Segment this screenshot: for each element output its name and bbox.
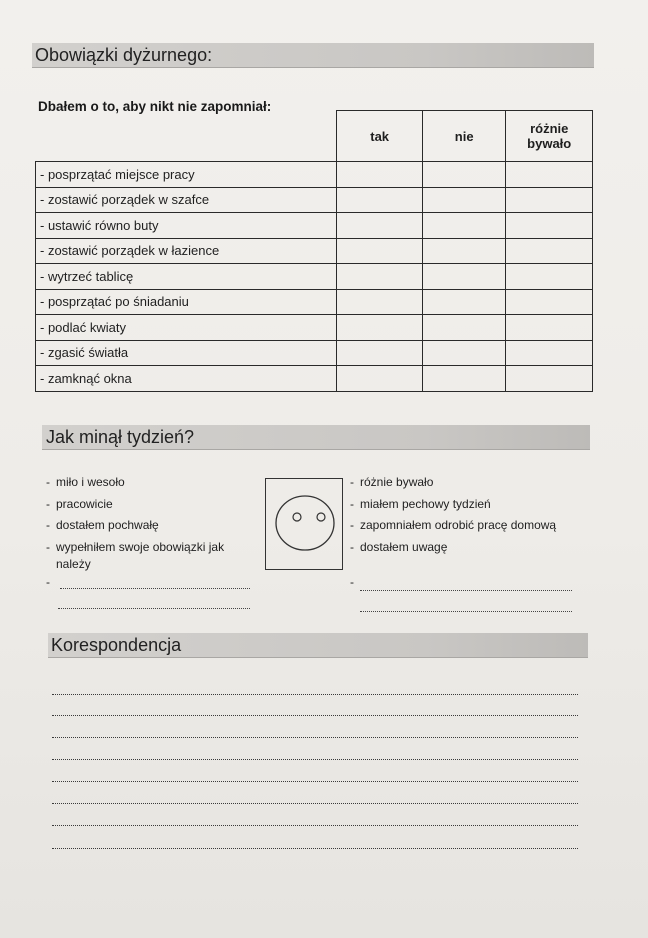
check-cell-tak[interactable]: [337, 187, 423, 213]
mood-option-left[interactable]: - miło i wesoło: [46, 475, 125, 489]
mood-label: miło i wesoło: [56, 475, 125, 489]
mood-option-left[interactable]: - dostałem pochwałę: [46, 518, 159, 532]
check-cell-tak[interactable]: [337, 289, 423, 315]
mood-label: wypełniłem swoje obowiązki jak: [56, 540, 225, 554]
check-cell-roznie[interactable]: [506, 162, 593, 188]
task-label: - posprzątać miejsce pracy: [36, 162, 337, 188]
check-cell-nie[interactable]: [422, 315, 506, 341]
check-cell-nie[interactable]: [422, 187, 506, 213]
duty-table: [35, 110, 593, 392]
check-cell-nie[interactable]: [422, 264, 506, 290]
check-cell-nie[interactable]: [422, 238, 506, 264]
face-drawing-box[interactable]: [265, 478, 343, 570]
task-row: [36, 315, 593, 341]
check-cell-roznie[interactable]: [506, 264, 593, 290]
task-row: [36, 187, 593, 213]
mood-option-right[interactable]: - dostałem uwagę: [350, 540, 448, 554]
correspondence-line[interactable]: [52, 759, 578, 760]
task-label: - zgasić światła: [36, 340, 337, 366]
mood-label: różnie bywało: [360, 475, 434, 489]
check-cell-nie[interactable]: [422, 162, 506, 188]
duty-subtitle: Dbałem o to, aby nikt nie zapomniał:: [38, 99, 272, 114]
check-cell-roznie[interactable]: [506, 340, 593, 366]
task-label: - zostawić porządek w szafce: [36, 187, 337, 213]
col-header-roznie-line2: bywało: [527, 136, 572, 151]
duty-section-title: Obowiązki dyżurnego:: [35, 45, 213, 65]
mood-option-right[interactable]: - miałem pechowy tydzień: [350, 497, 491, 511]
correspondence-line[interactable]: [52, 737, 578, 738]
mood-option-left-continued: [56, 557, 91, 572]
mood-option-left[interactable]: - wypełniłem swoje obowiązki jak: [46, 540, 225, 554]
correspondence-line[interactable]: [52, 694, 578, 695]
write-in-line-right-2[interactable]: [360, 611, 572, 612]
duty-table-corner: [36, 111, 337, 162]
task-row: [36, 340, 593, 366]
mood-label: należy: [56, 557, 91, 571]
write-in-line-right-1[interactable]: [360, 590, 572, 591]
check-cell-roznie[interactable]: [506, 238, 593, 264]
task-label: - wytrzeć tablicę: [36, 264, 337, 290]
check-cell-tak[interactable]: [337, 264, 423, 290]
check-cell-nie[interactable]: [422, 289, 506, 315]
mood-option-left[interactable]: - pracowicie: [46, 497, 113, 511]
task-row: [36, 213, 593, 239]
task-label: - zostawić porządek w łazience: [36, 238, 337, 264]
correspondence-line[interactable]: [52, 848, 578, 849]
check-cell-roznie[interactable]: [506, 213, 593, 239]
check-cell-roznie[interactable]: [506, 366, 593, 392]
mood-label: dostałem pochwałę: [56, 518, 159, 532]
write-in-line-left-1[interactable]: [60, 588, 250, 589]
check-cell-tak[interactable]: [337, 238, 423, 264]
check-cell-nie[interactable]: [422, 213, 506, 239]
task-row: [36, 366, 593, 392]
task-row: [36, 264, 593, 290]
task-row: [36, 238, 593, 264]
check-cell-roznie[interactable]: [506, 315, 593, 341]
check-cell-tak[interactable]: [337, 213, 423, 239]
check-cell-tak[interactable]: [337, 366, 423, 392]
task-row: [36, 289, 593, 315]
check-cell-roznie[interactable]: [506, 187, 593, 213]
correspondence-line[interactable]: [52, 715, 578, 716]
task-label: - posprzątać po śniadaniu: [36, 289, 337, 315]
dash-marker: -: [350, 575, 354, 589]
correspondence-line[interactable]: [52, 803, 578, 804]
mood-label: miałem pechowy tydzień: [360, 497, 491, 511]
duty-table-header: [36, 111, 593, 162]
task-label: - zamknąć okna: [36, 366, 337, 392]
check-cell-tak[interactable]: [337, 315, 423, 341]
col-header-roznie-line1: różnie: [530, 121, 569, 136]
check-cell-nie[interactable]: [422, 366, 506, 392]
task-label: - ustawić równo buty: [36, 213, 337, 239]
col-header-nie: nie: [422, 111, 506, 162]
check-cell-tak[interactable]: [337, 162, 423, 188]
write-in-line-left-2[interactable]: [58, 608, 250, 609]
mood-option-right[interactable]: - zapomniałem odrobić pracę domową: [350, 518, 557, 532]
mood-option-right[interactable]: - różnie bywało: [350, 475, 434, 489]
task-label: - podlać kwiaty: [36, 315, 337, 341]
week-section-title: Jak minął tydzień?: [46, 427, 195, 447]
dash-marker: -: [46, 575, 50, 589]
correspondence-line[interactable]: [52, 781, 578, 782]
correspondence-section-title: Korespondencja: [51, 635, 182, 655]
check-cell-tak[interactable]: [337, 340, 423, 366]
mood-label: dostałem uwagę: [360, 540, 448, 554]
check-cell-nie[interactable]: [422, 340, 506, 366]
face-outline-icon: [266, 479, 342, 569]
col-header-roznie: [506, 111, 593, 162]
mood-label: zapomniałem odrobić pracę domową: [360, 518, 557, 532]
check-cell-roznie[interactable]: [506, 289, 593, 315]
mood-label: pracowicie: [56, 497, 113, 511]
col-header-tak: tak: [337, 111, 423, 162]
correspondence-line[interactable]: [52, 825, 578, 826]
task-row: [36, 162, 593, 188]
